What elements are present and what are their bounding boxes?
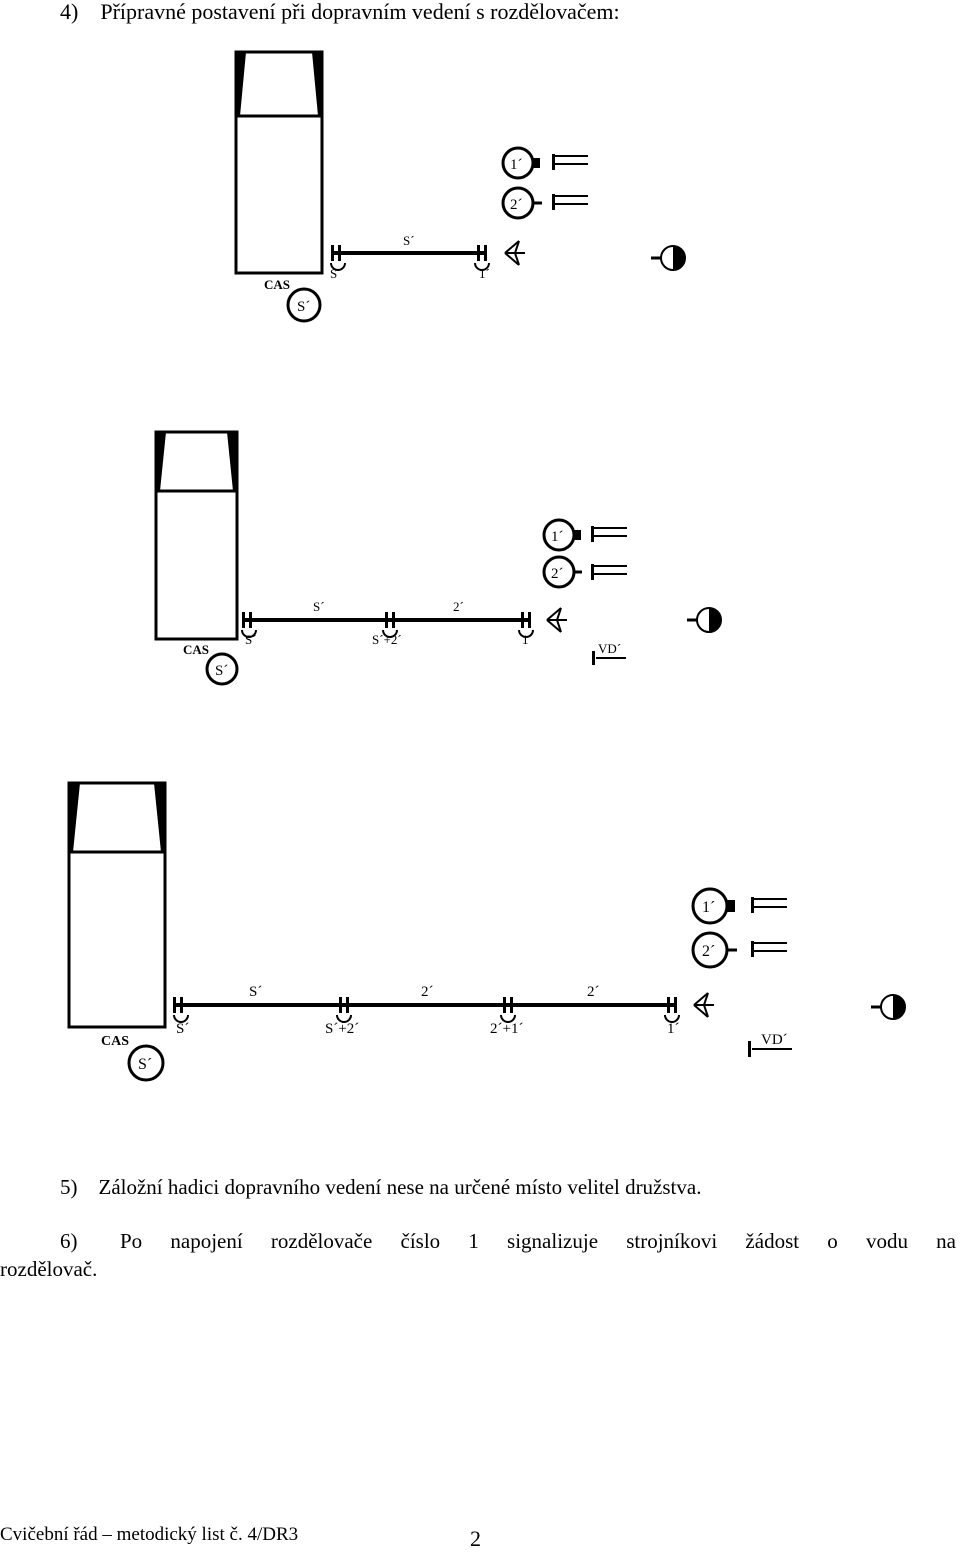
pos-label-1: 1´	[522, 632, 533, 647]
crew-1-label: 1´	[510, 157, 523, 173]
word: číslo	[400, 1229, 441, 1253]
truck-label: CAS	[264, 277, 291, 292]
commander-icon	[687, 608, 721, 632]
commander-icon	[651, 246, 685, 270]
hose-label-s: S´	[403, 233, 415, 248]
hose-label-2: 2´	[453, 599, 464, 614]
truck-label: CAS	[101, 1034, 130, 1049]
page-number: 2	[470, 1526, 481, 1551]
paragraph-6-line-2: rozdělovač.	[0, 1257, 98, 1281]
hose-label-s: S´	[249, 984, 263, 1000]
diagram-2	[156, 432, 721, 684]
truck-body	[156, 432, 237, 639]
paragraph-5-text: Záložní hadici dopravního vedení nese na určené místo velitel družstva.	[98, 1175, 702, 1199]
pos-label-s: S´	[330, 266, 342, 281]
crew-s-label: S´	[297, 299, 311, 315]
word: Po	[120, 1229, 143, 1253]
hose-label-s: S´	[313, 599, 325, 614]
truck-body	[236, 52, 322, 273]
truck-label: CAS	[183, 642, 210, 657]
pos-label-s-plus-2: S´+2´	[372, 632, 402, 647]
reserve-hose-label: VD´	[761, 1032, 788, 1048]
reserve-hose-label: VD´	[598, 641, 622, 656]
paragraph-6	[0, 1227, 956, 1281]
hose-label-2a: 2´	[421, 984, 434, 1000]
crew-1-label: 1´	[702, 899, 716, 916]
word: signalizuje	[507, 1229, 599, 1253]
pos-label-s: S´	[245, 632, 257, 647]
pos-label-s: S´	[176, 1021, 190, 1037]
crew-2-label: 2´	[551, 566, 564, 582]
crew-2-label: 2´	[702, 943, 716, 960]
heading-text: Přípravné postavení při dopravním vedení s rozdělovačem:	[100, 0, 620, 24]
hose-label-2b: 2´	[587, 984, 600, 1000]
heading-number: 4)	[60, 0, 79, 24]
word: strojníkovi	[626, 1229, 718, 1253]
diagram-3	[69, 783, 905, 1080]
word: napojení	[170, 1229, 243, 1253]
word: o	[827, 1229, 838, 1253]
crew-1-label: 1´	[551, 529, 564, 545]
word: žádost	[745, 1229, 800, 1253]
paragraph-6-number: 6)	[60, 1229, 78, 1253]
crew-s-label: S´	[215, 663, 229, 679]
pos-label-s-plus-2: S´+2´	[325, 1021, 360, 1037]
pos-label-1: 1´	[667, 1021, 680, 1037]
pos-label-1: 1´	[479, 266, 490, 281]
paragraph-5-number: 5)	[60, 1175, 78, 1199]
word: na	[936, 1229, 956, 1253]
paragraph-5	[60, 1173, 701, 1201]
word: rozdělovače	[270, 1229, 373, 1253]
crew-2-label: 2´	[510, 197, 523, 213]
paragraph-6-line-1	[120, 1227, 956, 1255]
word: 1	[468, 1229, 479, 1253]
truck-body	[69, 783, 165, 1027]
crew-s-label: S´	[138, 1056, 153, 1073]
pos-label-2-plus-1: 2´+1´	[490, 1021, 524, 1037]
footer-text: Cvičební řád – metodický list č. 4/DR3	[0, 1524, 299, 1545]
commander-icon	[871, 995, 905, 1019]
word: vodu	[865, 1229, 908, 1253]
diagram-1	[236, 52, 685, 321]
